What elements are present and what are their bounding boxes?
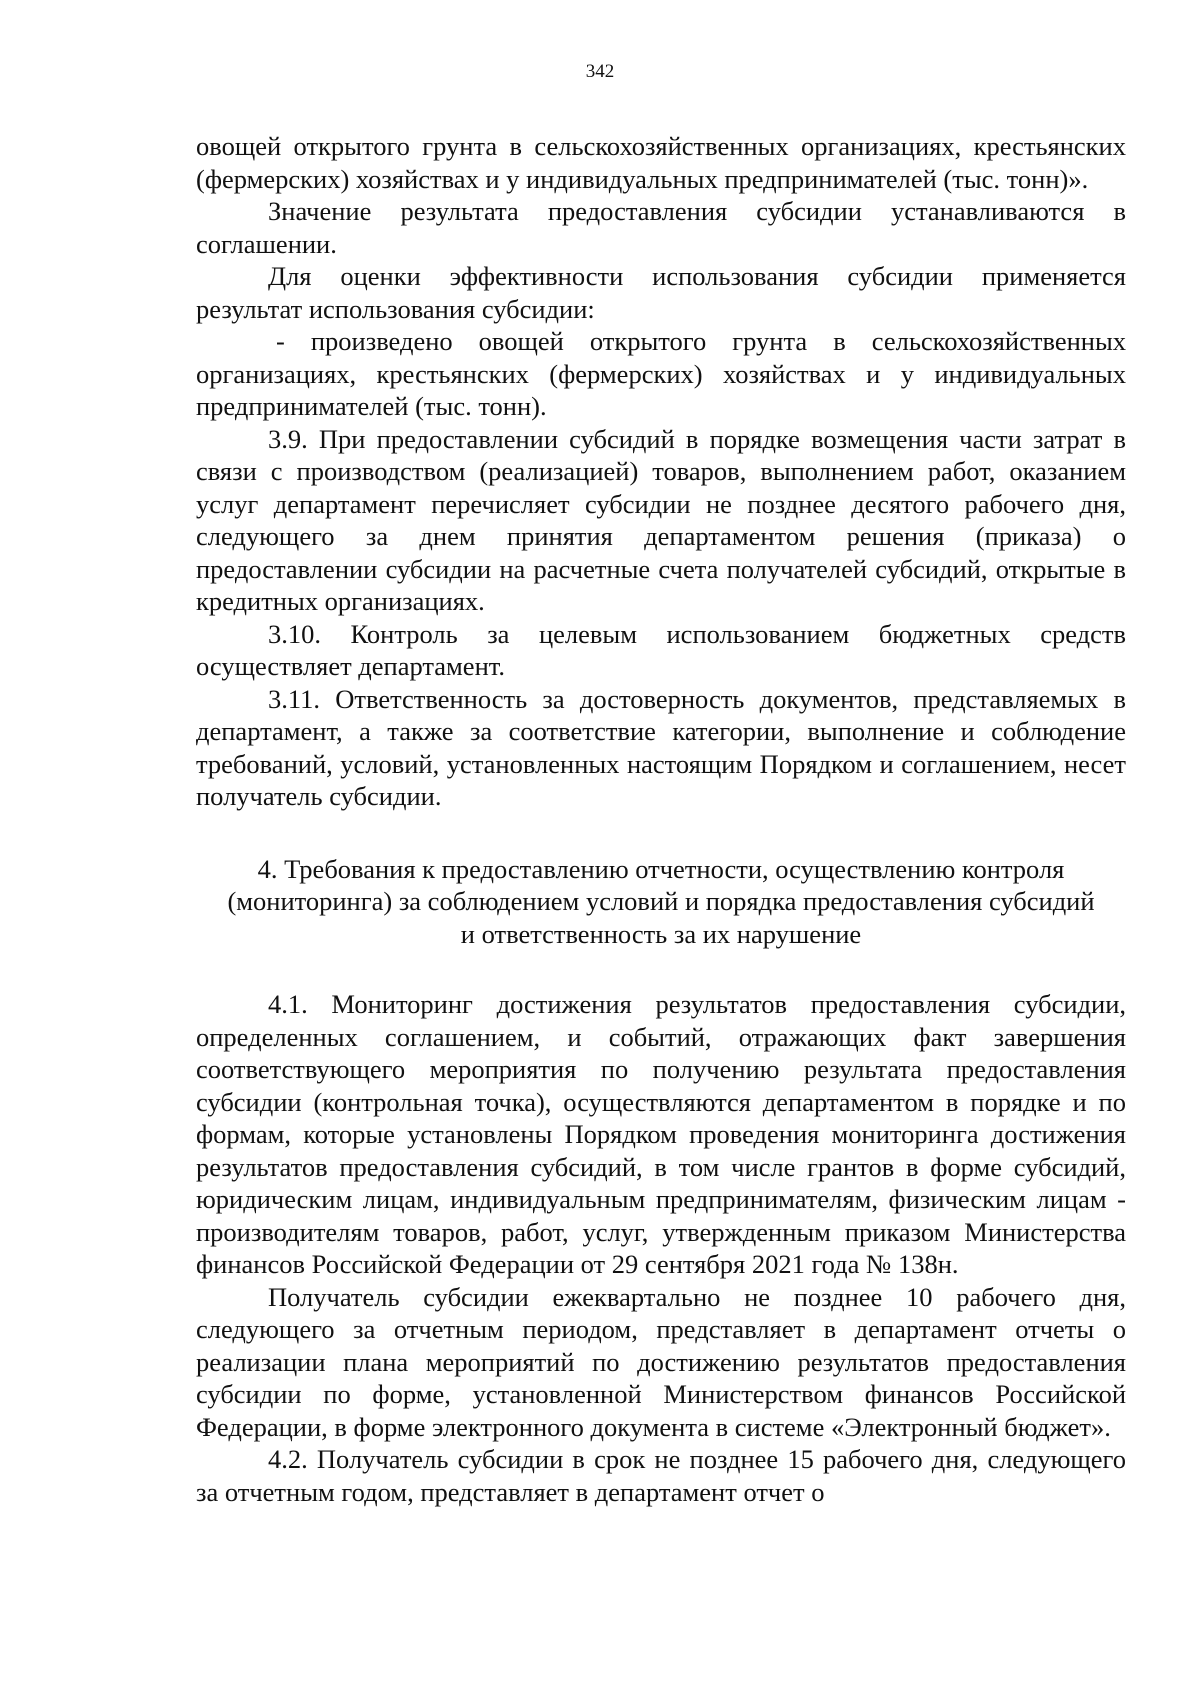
paragraph-result-value: Значение результата предоставления субсидии устанавливаются в соглашении. bbox=[196, 196, 1126, 259]
section-heading-line-2: (мониторинга) за соблюдением условий и порядка предоставления субсидий bbox=[227, 886, 1095, 916]
paragraph-bullet-result: - произведено овощей открытого грунта в сельскохозяйственных организациях, крестьянских (фермерских) хозяйствах и у индивидуальных предпринимателей (тыс. тонн). bbox=[196, 326, 1126, 421]
page-number: 342 bbox=[585, 61, 615, 82]
paragraph-4-2: 4.2. Получатель субсидии в срок не позднее 15 рабочего дня, следующего за отчетным годом, представляет в департамент отчет о bbox=[196, 1444, 1126, 1507]
section-heading-line-1: 4. Требования к предоставлению отчетности, осуществлению контроля bbox=[257, 853, 1065, 884]
paragraph-efficiency: Для оценки эффективности использования субсидии применяется результат использования субсидии: bbox=[196, 261, 1126, 324]
paragraph-3-10: 3.10. Контроль за целевым использованием бюджетных средств осуществляет департамент. bbox=[196, 618, 1126, 681]
paragraph-3-9: 3.9. При предоставлении субсидий в порядке возмещения части затрат в связи с производством (реализацией) товаров, выполнением работ, оказанием услуг департамент перечисляет субсидии не позднее десятого рабочего дня, следующего за днем принятия департаментом решения (приказа) о предоставлении субсидии на расчетные счета получателей субсидий, открытые в кредитных организациях. bbox=[196, 423, 1126, 616]
document-body bbox=[196, 130, 1126, 1508]
paragraph-quarterly-reports: Получатель субсидии ежеквартально не позднее 10 рабочего дня, следующего за отчетным периодом, представляет в департамент отчеты о реализации плана мероприятий по достижению результатов предоставления субсидии по форме, установленной Министерством финансов Российской Федерации, в форме электронного документа в системе «Электронный бюджет». bbox=[196, 1281, 1126, 1442]
section-heading bbox=[196, 853, 1126, 951]
paragraph-4-1: 4.1. Мониторинг достижения результатов предоставления субсидии, определенных соглашением, и событий, отражающих факт завершения соответствующего мероприятия по получению результата предоставления субсидии (контрольная точка), осуществляются департаментом в порядке и по формам, которые установлены Порядком проведения мониторинга достижения результатов предоставления субсидий, в том числе грантов в форме субсидий, юридическим лицам, индивидуальным предпринимателям, физическим лицам - производителям товаров, работ, услуг, утвержденным приказом Министерства финансов Российской Федерации от 29 сентября 2021 года № 138н. bbox=[196, 989, 1126, 1279]
paragraph-intro-continuation: овощей открытого грунта в сельскохозяйственных организациях, крестьянских (фермерских) хозяйствах и у индивидуальных предпринимателей (тыс. тонн)». bbox=[196, 131, 1126, 194]
paragraph-3-11: 3.11. Ответственность за достоверность документов, представляемых в департамент, а также за соответствие категории, выполнение и соблюдение требований, условий, установленных настоящим Порядком и соглашением, несет получатель субсидии. bbox=[196, 683, 1126, 811]
section-heading-line-3: и ответственность за их нарушение bbox=[460, 918, 862, 949]
